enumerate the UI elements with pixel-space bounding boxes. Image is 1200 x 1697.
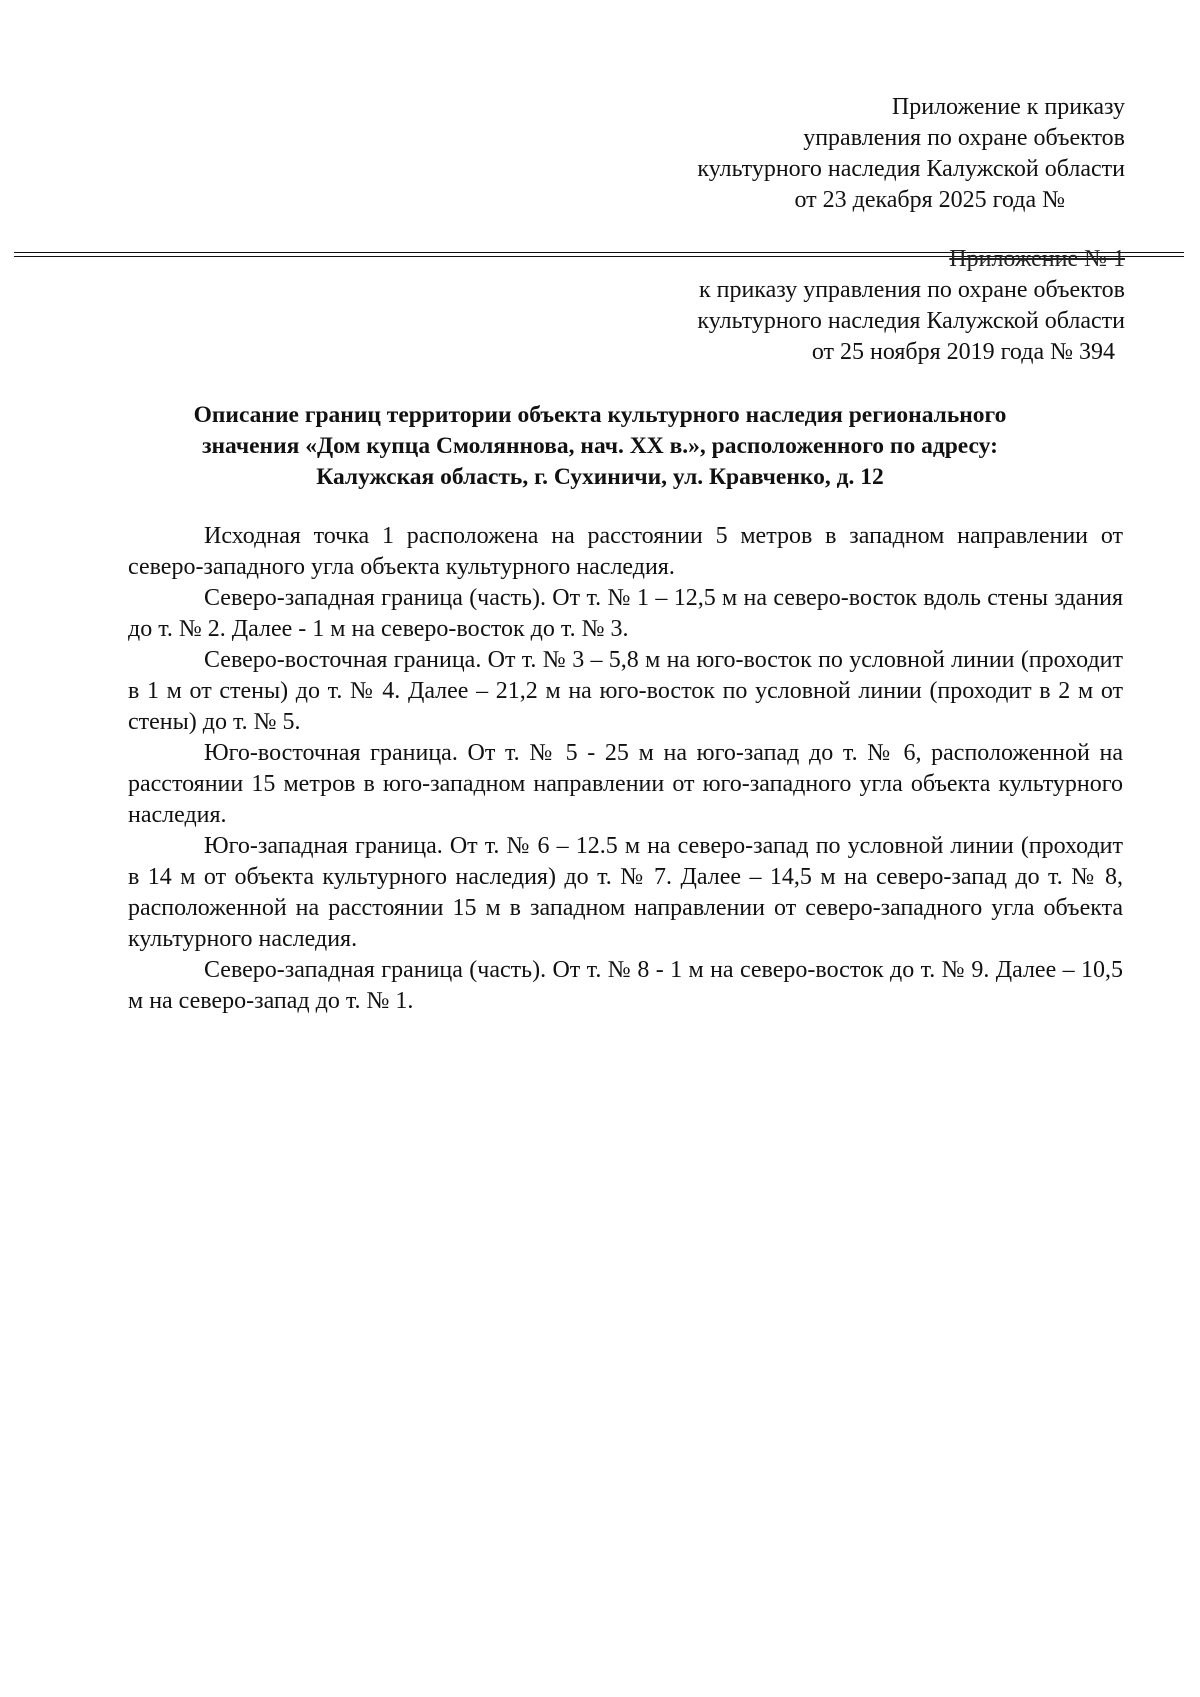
order-header xyxy=(697,92,1125,216)
annex-line-3: культурного наследия Калужской области xyxy=(697,308,1125,334)
annex-header xyxy=(697,244,1125,368)
paragraph-northeast: Северо-восточная граница. От т. № 3 – 5,8 м на юго-восток по условной линии (проходит в 1 м от стены) до т. № 4. Далее – 21,2 м на юго-восток по условной линии (проходит в 2 м от стены) до т. № 5. xyxy=(128,647,1123,735)
document-title xyxy=(120,400,1080,493)
paragraph-start-point: Исходная точка 1 расположена на расстоянии 5 метров в западном направлении от северо-западного угла объекта культурного наследия. xyxy=(128,523,1123,580)
header-date-line: от 23 декабря 2025 года № xyxy=(794,187,1065,213)
paragraph-northwest-part-2: Северо-западная граница (часть). От т. № 8 - 1 м на северо-восток до т. № 9. Далее – 10,5 м на северо-запад до т. № 1. xyxy=(128,957,1123,1014)
title-line-2: значения «Дом купца Смоляннова, нач. XX в.», расположенного по адресу: xyxy=(202,433,998,459)
title-line-3: Калужская область, г. Сухиничи, ул. Кравченко, д. 12 xyxy=(316,464,884,490)
title-line-1: Описание границ территории объекта культурного наследия регионального xyxy=(193,402,1007,428)
header-line-3: культурного наследия Калужской области xyxy=(697,156,1125,182)
header-line-1: Приложение к приказу xyxy=(891,94,1125,120)
annex-line-2: к приказу управления по охране объектов xyxy=(698,277,1125,303)
annex-date-line: от 25 ноября 2019 года № 394 xyxy=(811,339,1115,365)
paragraph-southeast: Юго-восточная граница. От т. № 5 - 25 м на юго-запад до т. № 6, расположенной на расстоянии 15 метров в юго-западном направлении от юго-западного угла объекта культурного наследия. xyxy=(128,740,1123,828)
annex-struck-label: Приложение № 1 xyxy=(949,246,1125,272)
paragraph-northwest-part-1: Северо-западная граница (часть). От т. № 1 – 12,5 м на северо-восток вдоль стены здания до т. № 2. Далее - 1 м на северо-восток до т. № 3. xyxy=(128,585,1123,642)
header-line-2: управления по охране объектов xyxy=(803,125,1125,151)
paragraph-southwest: Юго-западная граница. От т. № 6 – 12.5 м на северо-запад по условной линии (проходит в 14 м от объекта культурного наследия) до т. № 7. Далее – 14,5 м на северо-запад до т. № 8, расположенной на расстоянии 15 м в западном направлении от северо-западного угла объекта культурного наследия. xyxy=(128,833,1123,952)
boundary-description xyxy=(128,521,1123,1017)
